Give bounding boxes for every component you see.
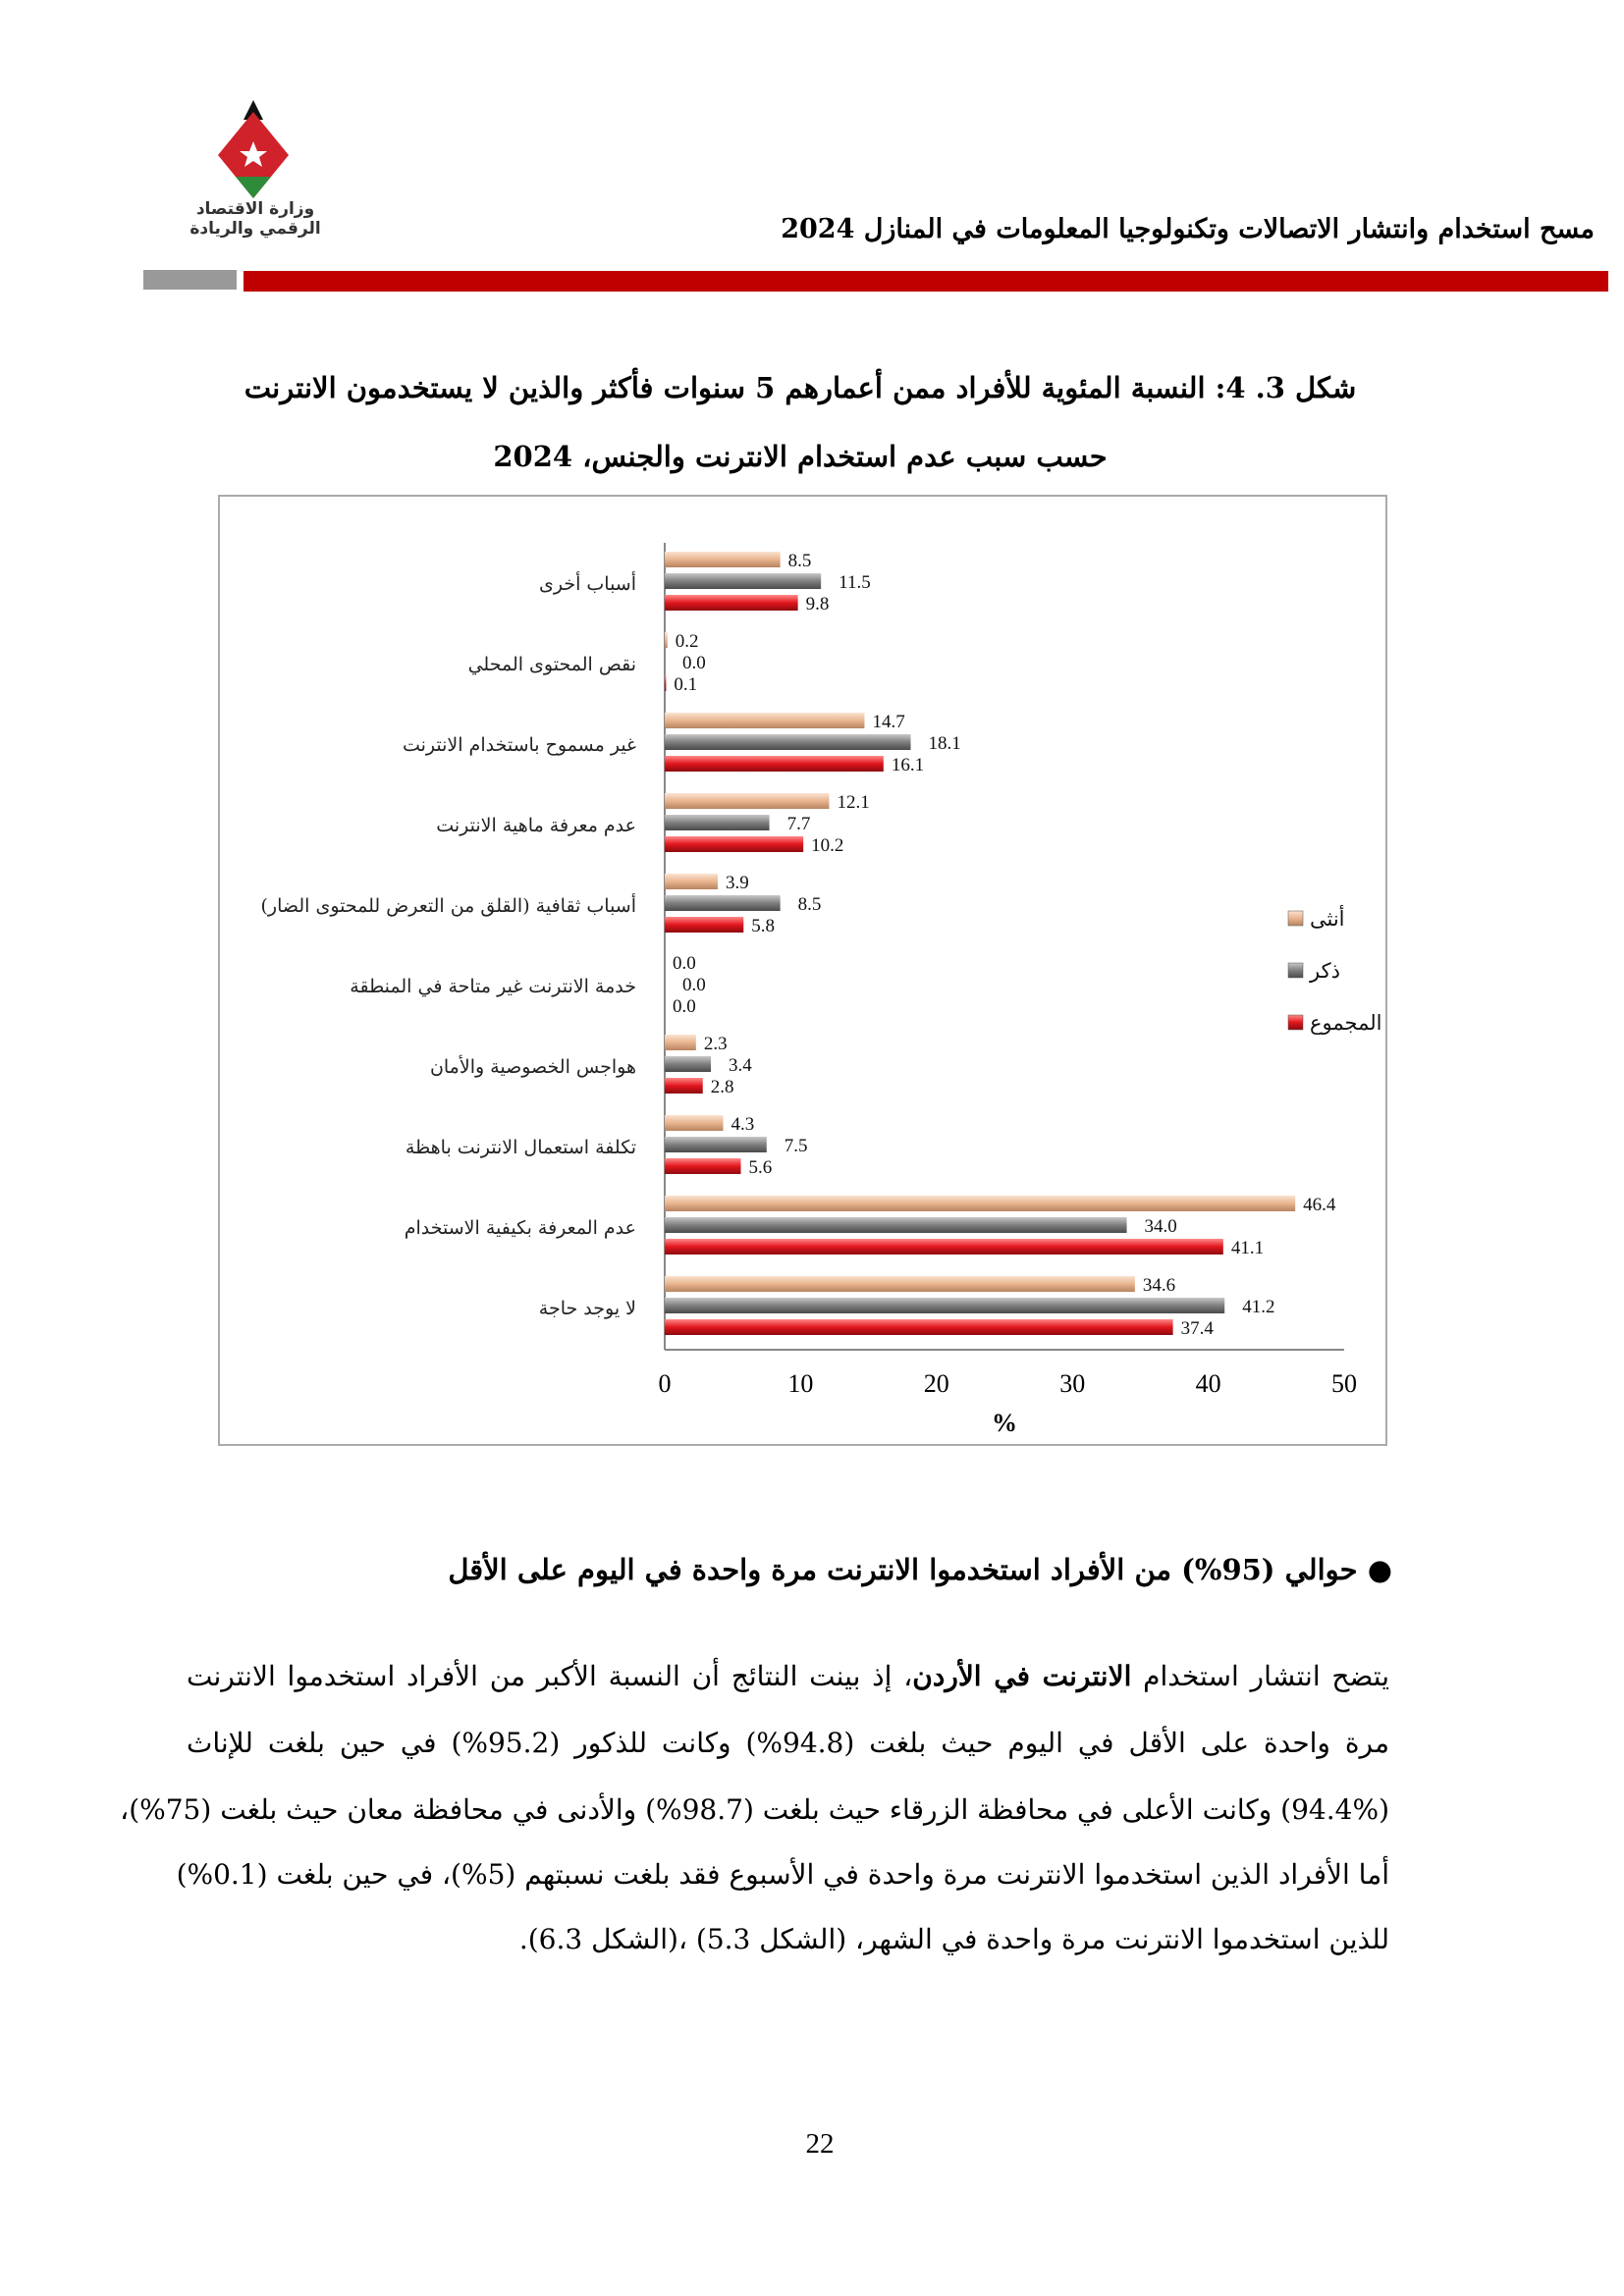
data-label: 7.5 <box>784 1136 808 1156</box>
category-label: عدم المعرفة بكيفية الاستخدام <box>404 1217 636 1239</box>
bar-female <box>665 552 781 567</box>
data-label: 0.0 <box>673 996 696 1017</box>
bar-total <box>665 756 884 772</box>
data-label: 18.1 <box>928 733 961 754</box>
data-label: 41.1 <box>1230 1238 1265 1258</box>
data-label: 5.6 <box>748 1157 773 1178</box>
bold-text-run: الانترنت في الأردن <box>912 1660 1132 1692</box>
category-label: خدمة الانترنت غير متاحة في المنطقة <box>350 976 636 997</box>
data-label: 2.8 <box>710 1077 734 1097</box>
legend-label: أنثى <box>1310 907 1345 931</box>
data-label: 2.3 <box>703 1034 728 1054</box>
bar-female <box>665 793 829 809</box>
paragraph-line: مرة واحدة على الأقل في اليوم حيث بلغت (94.8%) وكانت للذكور (95.2%) في حين بلغت للإناث <box>187 1727 1389 1759</box>
bar-female <box>665 1276 1135 1292</box>
paragraph-line <box>187 1655 1389 1698</box>
bar-male <box>665 895 781 911</box>
bar-male <box>665 734 911 750</box>
bar-total <box>665 1239 1223 1255</box>
data-label: 10.2 <box>811 835 844 856</box>
data-label: 34.0 <box>1144 1216 1177 1237</box>
category-label: نقص المحتوى المحلي <box>467 654 636 675</box>
category-label: أسباب أخرى <box>538 573 636 595</box>
report-header-title: مسح استخدام وانتشار الاتصالات وتكنولوجيا المعلومات في المنازل 2024 <box>781 214 1595 244</box>
x-tick-label: 40 <box>1195 1369 1221 1398</box>
bar-male <box>665 1298 1224 1313</box>
x-tick-label: 0 <box>658 1369 672 1398</box>
paragraph-line: أما الأفراد الذين استخدموا الانترنت مرة واحدة في الأسبوع فقد بلغت نسبتهم (5%)، في حين بلغت (0.1%) <box>176 1858 1389 1891</box>
data-label: 37.4 <box>1180 1318 1214 1339</box>
data-label: 0.1 <box>674 674 698 695</box>
bar-female <box>665 1035 696 1050</box>
data-label: 46.4 <box>1303 1195 1336 1215</box>
bar-female <box>665 1115 724 1131</box>
data-label: 0.0 <box>673 953 696 974</box>
category-label: أسباب ثقافية (القلق من التعرض للمحتوى الضار) <box>260 895 636 917</box>
data-label: 12.1 <box>837 792 870 813</box>
legend-label: المجموع <box>1310 1011 1382 1035</box>
category-label: عدم معرفة ماهية الانترنت <box>436 815 636 836</box>
bar-total <box>665 917 743 933</box>
bar-total <box>665 1319 1173 1335</box>
data-label: 8.5 <box>787 551 812 571</box>
bullet-heading <box>448 1553 1392 1586</box>
bar-female <box>665 713 864 728</box>
legend-swatch <box>1288 963 1303 978</box>
data-label: 34.6 <box>1142 1275 1176 1296</box>
bar-total <box>665 836 803 852</box>
paragraph-line: (94.4%) وكانت الأعلى في محافظة الزرقاء حيث بلغت (98.7%) والأدنى في محافظة معان حيث بلغت (75%)، <box>120 1793 1389 1826</box>
page-number: 22 <box>805 2128 835 2160</box>
data-label: 3.4 <box>729 1055 752 1076</box>
legend-label: ذكر <box>1310 959 1340 983</box>
paragraph-line: للذين استخدموا الانترنت مرة واحدة في الشهر، (الشكل 5.3) ،(الشكل 6.3). <box>518 1923 1389 1955</box>
bar-male <box>665 815 770 830</box>
bar-female <box>665 874 718 889</box>
bar-female <box>665 632 668 648</box>
data-label: 5.8 <box>751 916 776 936</box>
data-label: 9.8 <box>805 594 830 614</box>
bar-total <box>665 1078 703 1094</box>
bar-female <box>665 1196 1295 1211</box>
svg-text:وزارة الاقتصاد: وزارة الاقتصاد <box>195 199 315 219</box>
data-label: 11.5 <box>839 572 871 593</box>
data-label: 0.2 <box>675 631 699 652</box>
text-run: يتضح انتشار استخدام <box>1131 1660 1390 1692</box>
x-tick-label: 50 <box>1331 1369 1357 1398</box>
svg-text:الرقمي والريادة: الرقمي والريادة <box>189 219 321 239</box>
figure-title-line1: شكل 3. 4: النسبة المئوية للأفراد ممن أعمارهم 5 سنوات فأكثر والذين لا يستخدمون الانترنت <box>244 371 1357 404</box>
data-label: 8.5 <box>797 894 822 915</box>
x-tick-label: 30 <box>1059 1369 1086 1398</box>
x-axis-label: % <box>992 1409 1017 1437</box>
bar-male <box>665 1056 711 1072</box>
bar-total <box>665 595 798 611</box>
bar-male <box>665 573 821 589</box>
data-label: 16.1 <box>891 755 925 775</box>
data-label: 0.0 <box>682 653 706 673</box>
data-label: 7.7 <box>786 814 811 834</box>
data-label: 41.2 <box>1242 1297 1275 1317</box>
data-label: 3.9 <box>725 873 749 893</box>
x-tick-label: 20 <box>923 1369 949 1398</box>
figure-title-line2: حسب سبب عدم استخدام الانترنت والجنس، 2024 <box>493 440 1108 473</box>
legend-swatch <box>1288 1015 1303 1030</box>
x-tick-label: 10 <box>787 1369 814 1398</box>
bar-male <box>665 1217 1127 1233</box>
category-label: لا يوجد حاجة <box>538 1298 636 1319</box>
category-label: تكلفة استعمال الانترنت باهظة <box>405 1137 636 1158</box>
bullet-heading-text: حوالي (95%) من الأفراد استخدموا الانترنت مرة واحدة في اليوم على الأقل <box>448 1553 1358 1586</box>
bullet-dot: ● <box>1357 1553 1392 1586</box>
bar-male <box>665 1137 767 1152</box>
data-label: 14.7 <box>872 712 905 732</box>
data-label: 0.0 <box>682 975 706 995</box>
bar-total <box>665 675 666 691</box>
legend-swatch <box>1288 911 1303 926</box>
category-label: غير مسموح باستخدام الانترنت <box>402 734 636 756</box>
category-label: هواجس الخصوصية والأمان <box>429 1056 636 1078</box>
text-run: ، إذ بينت النتائج أن النسبة الأكبر من الأفراد استخدموا الانترنت <box>187 1660 913 1692</box>
data-label: 4.3 <box>731 1114 755 1135</box>
bar-total <box>665 1158 741 1174</box>
